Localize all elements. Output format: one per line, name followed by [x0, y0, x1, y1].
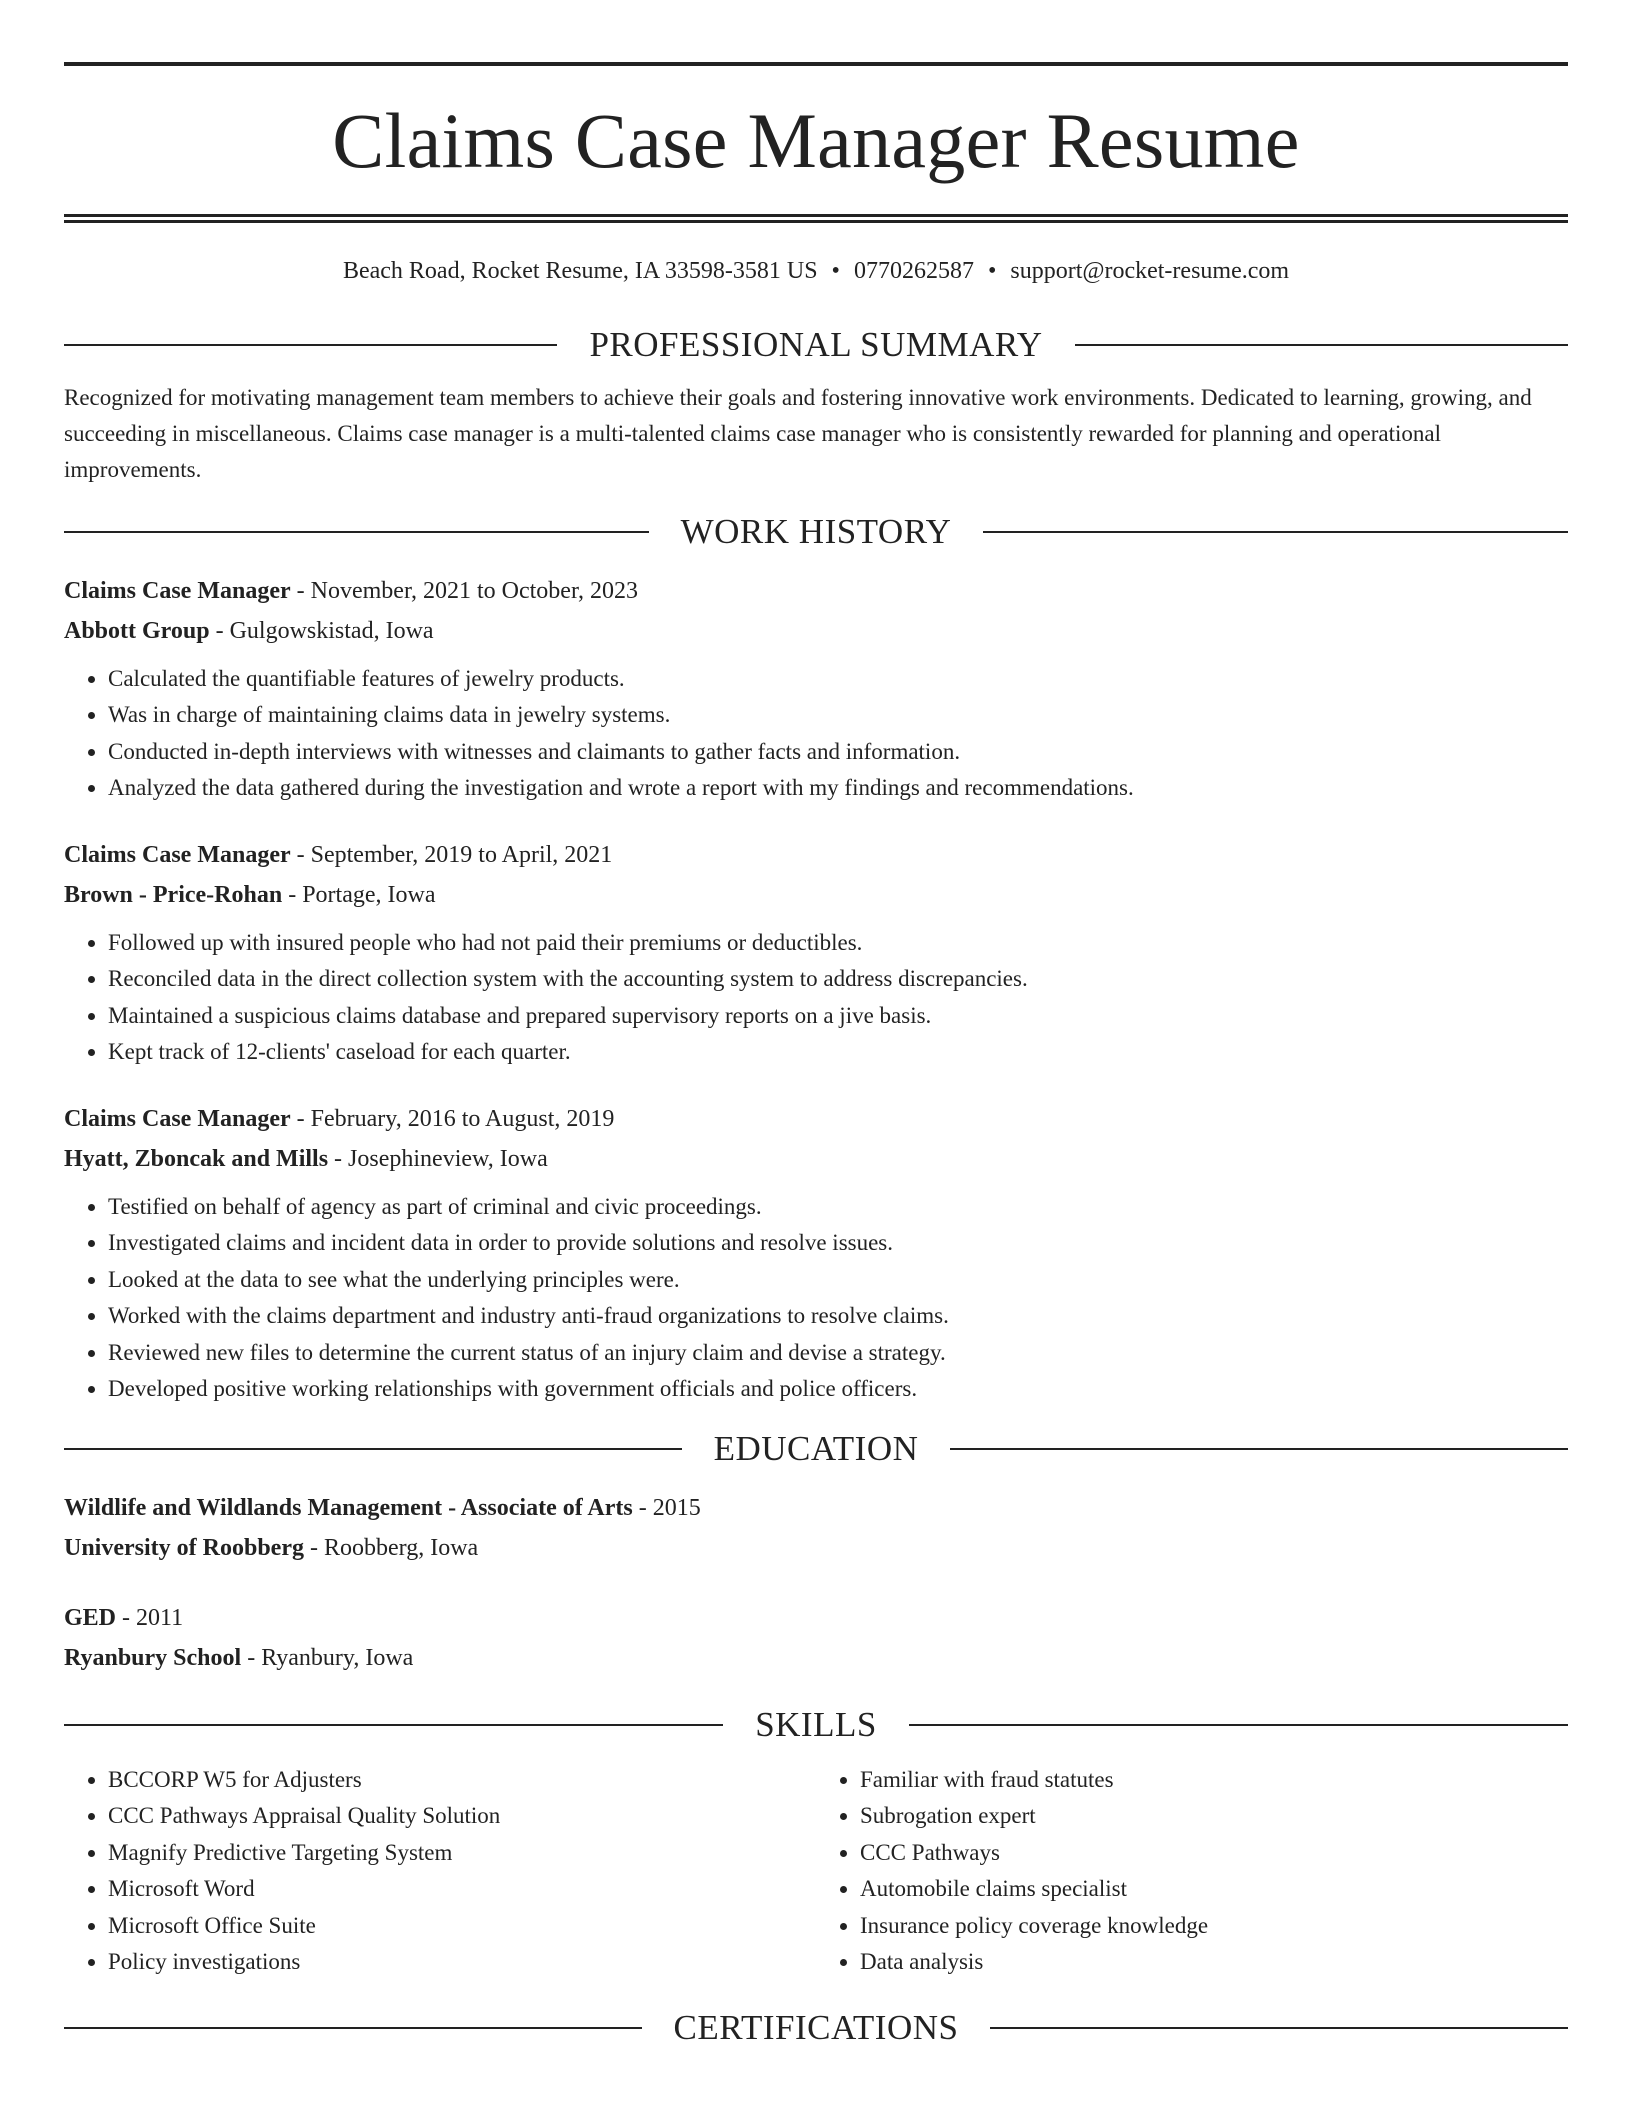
job-bullets	[64, 1189, 1568, 1408]
job-bullets	[64, 661, 1568, 807]
contact-line	[64, 257, 1568, 286]
skill-item: • Policy investigations	[108, 1944, 816, 1981]
heading-rule-left	[64, 2027, 642, 2029]
job-role: Claims Case Manager	[64, 577, 291, 604]
job-bullet: • Followed up with insured people who had not paid their premiums or deductibles.	[108, 925, 1568, 962]
education-school-line	[64, 1638, 1568, 1678]
education-degree: Wildlife and Wildlands Management - Associate of Arts	[64, 1494, 633, 1521]
section-heading-work-history	[64, 511, 1568, 553]
job-company-line	[64, 611, 1568, 651]
heading-rule-left	[64, 1448, 682, 1450]
contact-separator: •	[831, 258, 840, 284]
job-location: - Gulgowskistad, Iowa	[209, 617, 434, 644]
section-title: WORK HISTORY	[680, 511, 952, 551]
education-school: University of Roobberg	[64, 1534, 304, 1561]
education-entry	[64, 1598, 1568, 1678]
education-location: - Ryanbury, Iowa	[241, 1644, 414, 1671]
resume-title: Claims Case Manager Resume	[332, 97, 1300, 184]
skill-item: • BCCORP W5 for Adjusters	[108, 1762, 816, 1799]
job-company: Hyatt, Zboncak and Mills	[64, 1145, 329, 1172]
skill-item: • Familiar with fraud statutes	[860, 1762, 1568, 1799]
section-heading-skills	[64, 1704, 1568, 1746]
skill-item: • CCC Pathways Appraisal Quality Solution	[108, 1798, 816, 1835]
contact-email: support@rocket-resume.com	[1010, 258, 1290, 284]
skill-item: • CCC Pathways	[860, 1835, 1568, 1872]
job-title-line	[64, 1099, 1568, 1139]
section-title: SKILLS	[755, 1704, 877, 1744]
education-degree: GED	[64, 1604, 117, 1631]
heading-rule-left	[64, 1724, 723, 1726]
contact-phone: 0770262587	[853, 258, 974, 284]
heading-rule-left	[64, 344, 557, 346]
job-role: Claims Case Manager	[64, 841, 291, 868]
skills-list-right	[816, 1762, 1568, 1981]
section-title: PROFESSIONAL SUMMARY	[589, 324, 1043, 364]
job-dates: - February, 2016 to August, 2019	[290, 1105, 615, 1132]
skill-item: • Data analysis	[860, 1944, 1568, 1981]
heading-rule-right	[990, 2027, 1568, 2029]
education-school-line	[64, 1528, 1568, 1568]
job-bullet: • Investigated claims and incident data in order to provide solutions and resolve issues.	[108, 1225, 1568, 1262]
heading-rule-right	[1075, 344, 1568, 346]
skills-columns	[64, 1762, 1568, 1981]
skill-item: • Subrogation expert	[860, 1798, 1568, 1835]
heading-rule-right	[909, 1724, 1568, 1726]
job-bullet: • Reviewed new files to determine the current status of an injury claim and devise a strategy.	[108, 1335, 1568, 1372]
heading-rule-right	[983, 531, 1568, 533]
job-entry	[64, 1099, 1568, 1408]
section-heading-certifications	[64, 2007, 1568, 2049]
job-title-line	[64, 835, 1568, 875]
job-dates: - September, 2019 to April, 2021	[290, 841, 613, 868]
job-bullet: • Testified on behalf of agency as part of criminal and civic proceedings.	[108, 1189, 1568, 1226]
job-bullet: • Analyzed the data gathered during the investigation and wrote a report with my findings and recommendations.	[108, 770, 1568, 807]
skills-list-left	[64, 1762, 816, 1981]
job-role: Claims Case Manager	[64, 1105, 291, 1132]
heading-rule-right	[950, 1448, 1568, 1450]
job-bullet: • Looked at the data to see what the underlying principles were.	[108, 1262, 1568, 1299]
job-location: - Josephineview, Iowa	[328, 1145, 548, 1172]
section-title: CERTIFICATIONS	[673, 2007, 959, 2047]
education-year: - 2015	[632, 1494, 701, 1521]
skill-item: • Insurance policy coverage knowledge	[860, 1908, 1568, 1945]
job-bullet: • Maintained a suspicious claims database and prepared supervisory reports on a jive basis.	[108, 998, 1568, 1035]
title-double-divider	[64, 214, 1568, 223]
job-company: Abbott Group	[64, 617, 210, 644]
section-heading-summary	[64, 324, 1568, 366]
job-bullet: • Worked with the claims department and industry anti-fraud organizations to resolve claims.	[108, 1298, 1568, 1335]
section-heading-education	[64, 1428, 1568, 1470]
section-title: EDUCATION	[713, 1428, 919, 1468]
education-entry	[64, 1488, 1568, 1568]
summary-text: Recognized for motivating management team members to achieve their goals and fostering innovative work environments. Dedicated to learning, growing, and succeeding in miscellaneous. Claims case manager is a multi-talented claims case manager who is consistently rewarded for planning and operational improvements.	[64, 384, 1532, 482]
education-location: - Roobberg, Iowa	[303, 1534, 479, 1561]
job-company: Brown - Price-Rohan	[64, 881, 283, 908]
top-divider	[64, 62, 1568, 66]
education-year: - 2011	[116, 1604, 184, 1631]
job-company-line	[64, 875, 1568, 915]
job-bullet: • Reconciled data in the direct collection system with the accounting system to address discrepancies.	[108, 961, 1568, 998]
job-bullet: • Was in charge of maintaining claims data in jewelry systems.	[108, 697, 1568, 734]
job-bullet: • Developed positive working relationships with government officials and police officers.	[108, 1371, 1568, 1408]
skill-item: • Microsoft Word	[108, 1871, 816, 1908]
job-bullet: • Calculated the quantifiable features of jewelry products.	[108, 661, 1568, 698]
job-bullets	[64, 925, 1568, 1071]
job-entry	[64, 571, 1568, 807]
education-degree-line	[64, 1488, 1568, 1528]
skill-item: • Automobile claims specialist	[860, 1871, 1568, 1908]
job-title-line	[64, 571, 1568, 611]
skill-item: • Magnify Predictive Targeting System	[108, 1835, 816, 1872]
skill-item: • Microsoft Office Suite	[108, 1908, 816, 1945]
job-bullet: • Conducted in-depth interviews with witnesses and claimants to gather facts and information.	[108, 734, 1568, 771]
job-company-line	[64, 1139, 1568, 1179]
contact-separator: •	[987, 258, 997, 284]
job-entry	[64, 835, 1568, 1071]
heading-rule-left	[64, 531, 649, 533]
job-dates: - November, 2021 to October, 2023	[290, 577, 638, 604]
contact-address: Beach Road, Rocket Resume, IA 33598-3581 US	[342, 258, 818, 284]
education-degree-line	[64, 1598, 1568, 1638]
job-location: - Portage, Iowa	[282, 881, 436, 908]
education-school: Ryanbury School	[64, 1644, 242, 1671]
job-bullet: • Kept track of 12-clients' caseload for each quarter.	[108, 1034, 1568, 1071]
